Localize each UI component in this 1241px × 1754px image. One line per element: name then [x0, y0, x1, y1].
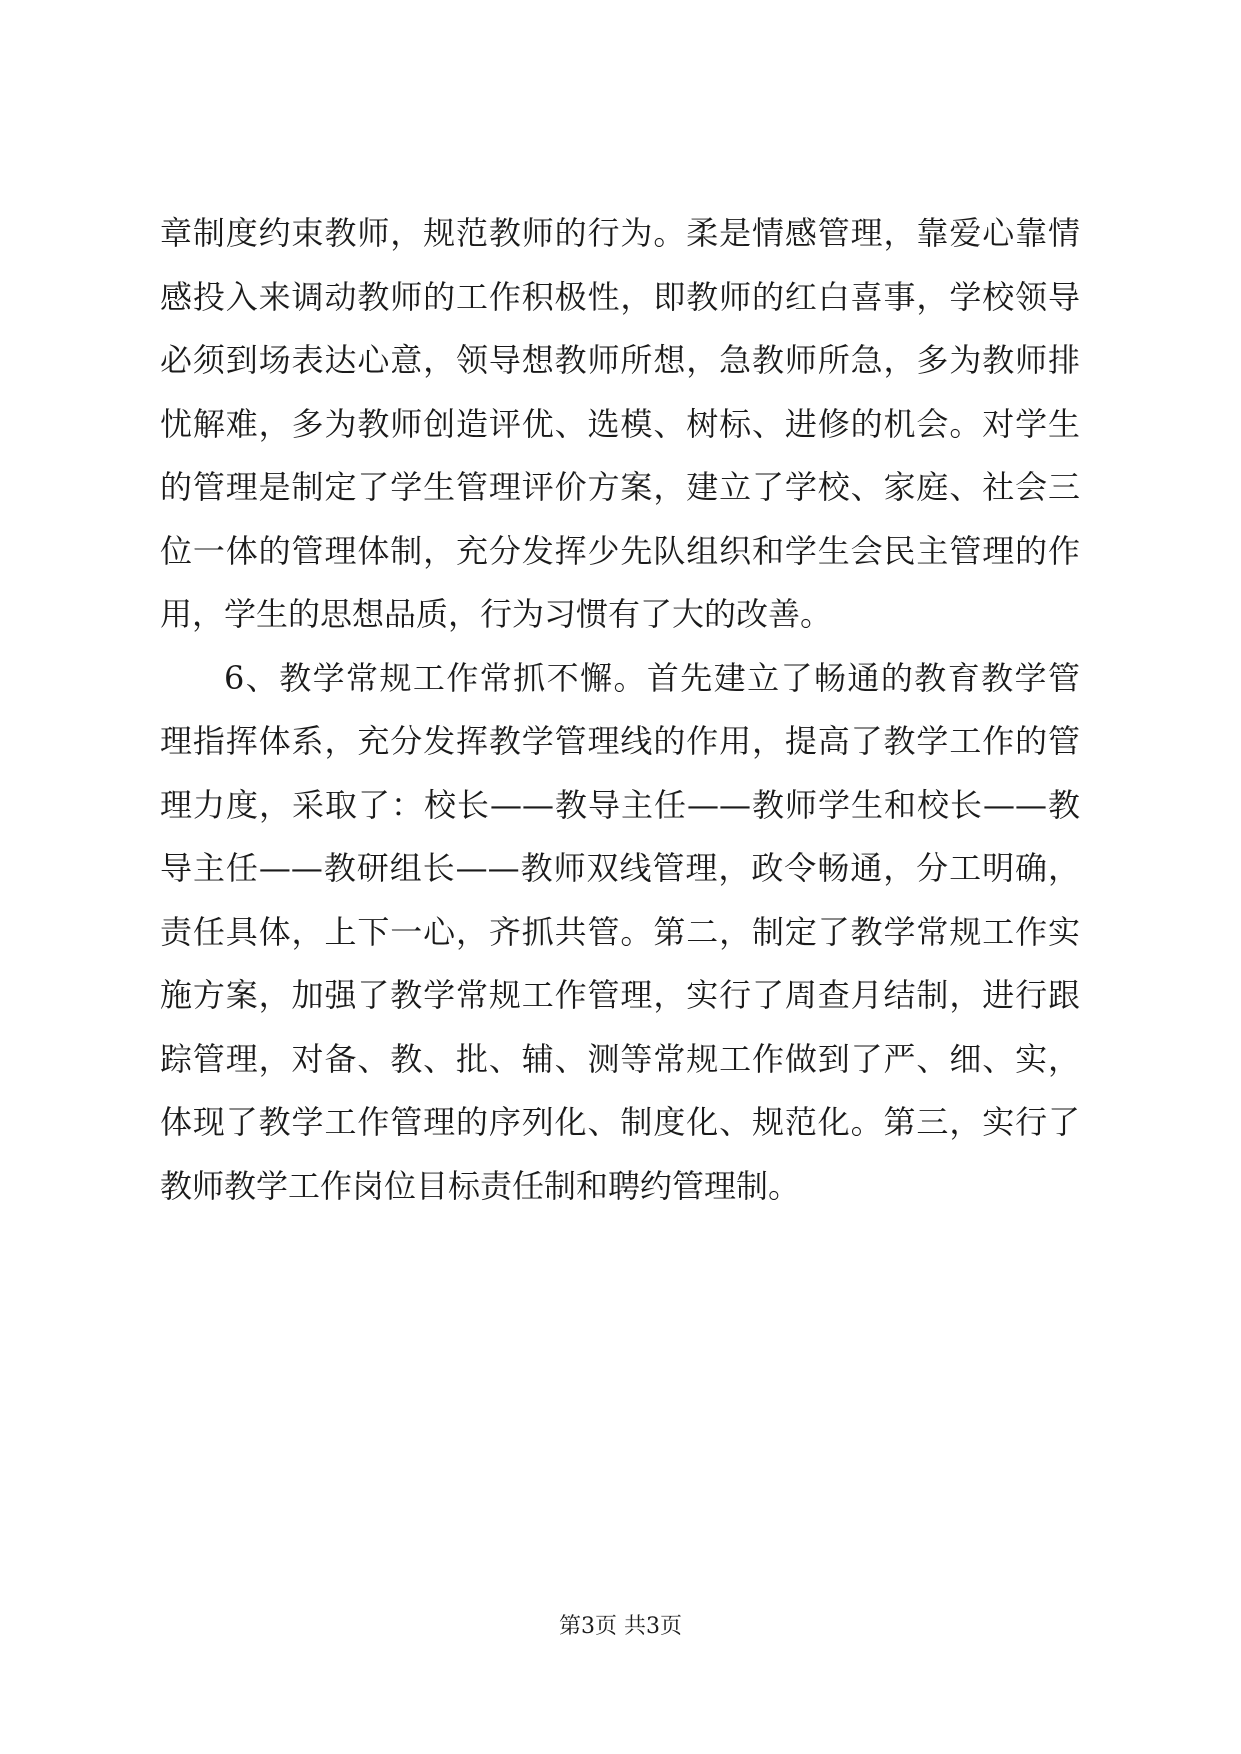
text-line: 踪管理，对备、教、批、辅、测等常规工作做到了严、细、实，	[160, 1039, 1080, 1078]
text-line: 责任具体，上下一心，齐抓共管。第二，制定了教学常规工作实	[160, 912, 1080, 951]
text-line: 用，学生的思想品质，行为习惯有了大的改善。	[160, 595, 833, 633]
text-line: 章制度约束教师，规范教师的行为。柔是情感管理，靠爱心靠情	[160, 214, 1080, 252]
page-footer: 第3页 共3页	[559, 1614, 682, 1639]
text-line: 导主任——教研组长——教师双线管理，政令畅通，分工明确，	[160, 849, 1080, 887]
text-line: 理指挥体系，充分发挥教学管理线的作用，提高了教学工作的管	[160, 722, 1080, 760]
text-line: 施方案，加强了教学常规工作管理，实行了周查月结制，进行跟	[160, 976, 1080, 1014]
text-line: 教师教学工作岗位目标责任制和聘约管理制。	[160, 1166, 801, 1205]
text-line: 6、教学常规工作常抓不懈。首先建立了畅通的教育教学管	[224, 658, 1080, 697]
text-line: 的管理是制定了学生管理评价方案，建立了学校、家庭、社会三	[160, 468, 1080, 506]
text-line: 必须到场表达心意，领导想教师所想，急教师所急，多为教师排	[160, 341, 1080, 379]
text-line: 理力度，采取了：校长——教导主任——教师学生和校长——教	[160, 785, 1080, 824]
text-line: 感投入来调动教师的工作积极性，即教师的红白喜事，学校领导	[160, 277, 1080, 316]
body-text	[160, 202, 1080, 1218]
text-line: 体现了教学工作管理的序列化、制度化、规范化。第三，实行了	[160, 1103, 1080, 1141]
text-line: 位一体的管理体制，充分发挥少先队组织和学生会民主管理的作	[160, 531, 1080, 570]
text-line: 忧解难，多为教师创造评优、选模、树标、进修的机会。对学生	[160, 404, 1080, 443]
